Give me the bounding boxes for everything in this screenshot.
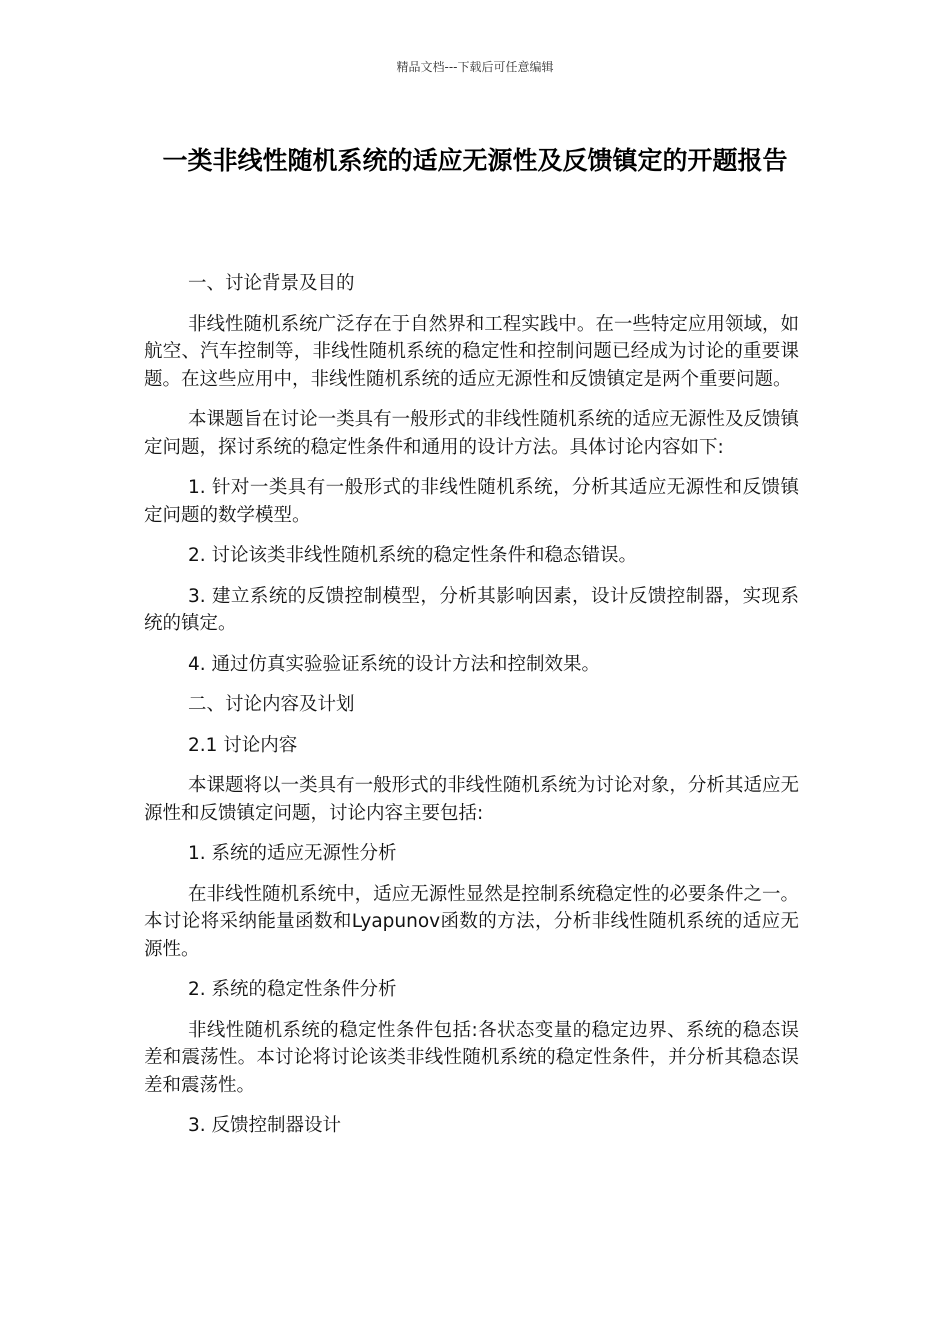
- list-item: 2. 系统的稳定性条件分析: [188, 979, 397, 1000]
- paragraph: 非线性随机系统广泛存在于自然界和工程实践中。在一些特定应用领域，如航空、汽车控制等，非线性随机系统的稳定性和控制问题已经成为讨论的重要课题。在这些应用中，非线性随机系统的适应无源性和反馈镇定是两个重要问题。: [144, 313, 799, 390]
- page-header: 精品文档---下载后可任意编辑: [396, 60, 554, 74]
- list-item: 1. 系统的适应无源性分析: [188, 843, 397, 864]
- list-item: 3. 反馈控制器设计: [188, 1115, 342, 1136]
- list-item: 1. 针对一类具有一般形式的非线性随机系统，分析其适应无源性和反馈镇定问题的数学模型。: [144, 477, 799, 526]
- paragraph: 非线性随机系统的稳定性条件包括:各状态变量的稳定边界、系统的稳态误差和震荡性。本讨论将讨论该类非线性随机系统的稳定性条件，并分析其稳态误差和震荡性。: [144, 1019, 799, 1096]
- paragraph: 本课题旨在讨论一类具有一般形式的非线性随机系统的适应无源性及反馈镇定问题，探讨系统的稳定性条件和通用的设计方法。具体讨论内容如下:: [144, 409, 799, 458]
- section-heading-content-plan: 二、讨论内容及计划: [188, 694, 355, 715]
- paragraph: 在非线性随机系统中，适应无源性显然是控制系统稳定性的必要条件之一。本讨论将采纳能量函数和Lyapunov函数的方法，分析非线性随机系统的适应无源性。: [144, 883, 799, 960]
- paragraph: 本课题将以一类具有一般形式的非线性随机系统为讨论对象，分析其适应无源性和反馈镇定问题，讨论内容主要包括:: [144, 775, 799, 824]
- section-heading-background: 一、讨论背景及目的: [188, 273, 355, 294]
- document-body: [144, 270, 799, 1153]
- document-title: 一类非线性随机系统的适应无源性及反馈镇定的开题报告: [162, 146, 788, 175]
- list-item: 4. 通过仿真实验验证系统的设计方法和控制效果。: [188, 653, 601, 675]
- subsection-heading: 2.1 讨论内容: [188, 734, 298, 756]
- list-item: 2. 讨论该类非线性随机系统的稳定性条件和稳态错误。: [188, 545, 638, 566]
- list-item: 3. 建立系统的反馈控制模型，分析其影响因素，设计反馈控制器，实现系统的镇定。: [144, 585, 799, 634]
